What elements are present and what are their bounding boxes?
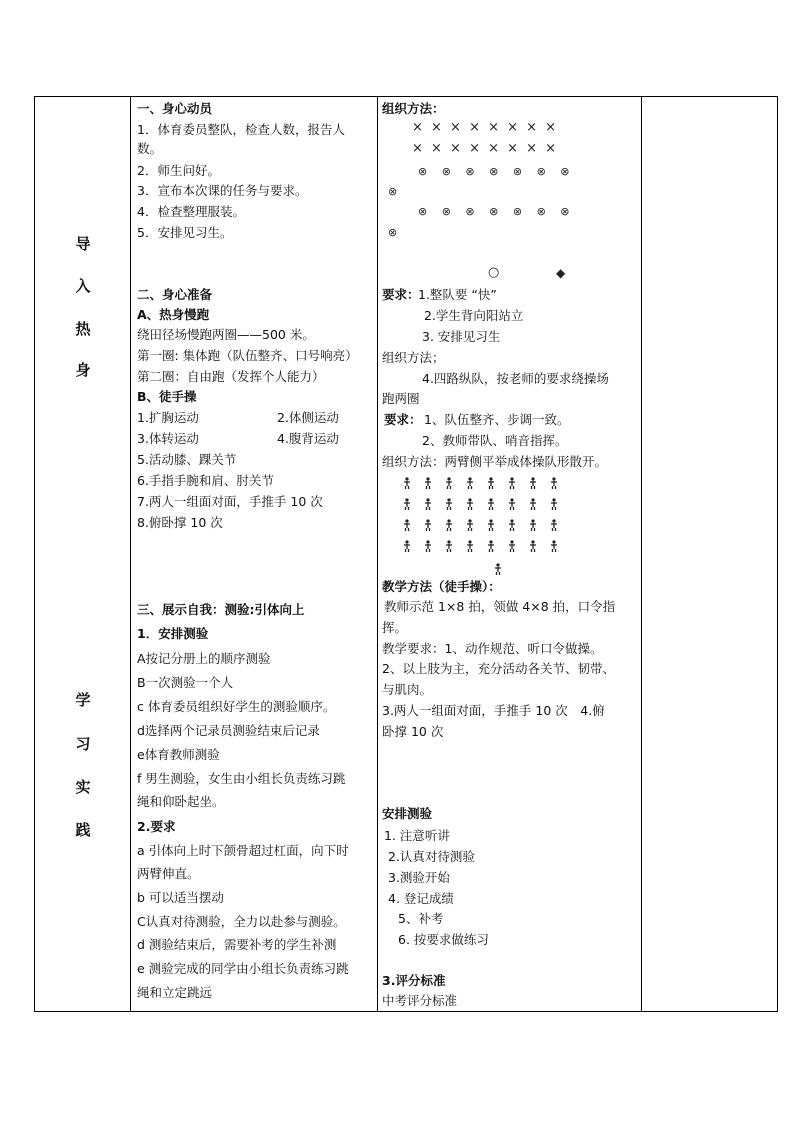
content-line: d 测验结束后，需要补考的学生补测 <box>137 937 337 952</box>
warmup-label-char: 导 <box>75 235 91 253</box>
content-line: A按记分册上的顺序测验 <box>137 651 271 666</box>
requirement-label: 要求： <box>384 412 422 427</box>
student-figure-icon <box>467 477 473 489</box>
practice-label-char: 实 <box>75 778 91 796</box>
content-line: 6.手指手腕和肩、肘关节 <box>137 473 274 488</box>
content-line: 绳和仰卧起坐。 <box>137 794 225 809</box>
notes-column <box>642 97 778 1011</box>
content-line: 2．师生问好。 <box>137 163 220 178</box>
subsection-title: A、热身慢跑 <box>137 307 210 322</box>
lesson-plan-table <box>34 96 778 1012</box>
formation-row-o: ⊗ <box>388 185 398 198</box>
method-title: 组织方法： <box>382 101 445 116</box>
content-line: e 测验完成的同学由小组长负责练习跳 <box>137 961 349 976</box>
method-title: 3.评分标准 <box>382 973 446 988</box>
subsection-title: B、徒手操 <box>137 389 197 404</box>
content-line: c 体育委员组织好学生的测验顺序。 <box>137 699 336 714</box>
student-figure-icon <box>530 477 536 489</box>
method-line: 卧撑 10 次 <box>382 724 444 739</box>
student-figure-icon <box>467 540 473 552</box>
requirement-line: 2、教师带队、哨音指挥。 <box>422 433 568 448</box>
content-line: 4．检查整理服装。 <box>137 204 245 219</box>
requirement-line: 1.整队要 “快” <box>418 287 497 302</box>
section-title: 一、身心动员 <box>137 101 213 116</box>
content-line: C认真对待测验，全力以赴参与测验。 <box>137 914 346 929</box>
student-figure-icon <box>488 498 494 510</box>
content-line: 5．安排见习生。 <box>137 225 233 240</box>
student-figure-icon <box>425 519 431 531</box>
student-figure-icon <box>509 519 515 531</box>
content-line: 1.扩胸运动 <box>137 410 199 425</box>
formation-row-x: × × × × × × × × <box>412 120 559 135</box>
content-line: 绳和立定跳远 <box>137 985 213 1000</box>
method-line: 跑两圈 <box>382 391 420 406</box>
method-title: 安排测验 <box>382 806 433 821</box>
requirement-line: 3. 安排见习生 <box>422 329 501 344</box>
practice-label-char: 践 <box>75 821 91 839</box>
content-line: 3.体转运动 <box>137 431 199 446</box>
content-line: 第二圈：自由跑（发挥个人能力） <box>137 369 325 384</box>
student-figure-icon <box>509 498 515 510</box>
student-figure-icon <box>446 519 452 531</box>
student-figure-icon <box>530 498 536 510</box>
student-figure-icon <box>404 498 410 510</box>
student-figure-icon <box>488 477 494 489</box>
warmup-label-char: 身 <box>75 361 91 379</box>
arrangement-line: 5、补考 <box>398 911 444 926</box>
teacher-diamond-icon: ◆ <box>556 266 566 280</box>
method-line: 与肌肉。 <box>382 682 433 697</box>
content-line: 绕田径场慢跑两圈——500 米。 <box>137 327 315 342</box>
content-line: d选择两个记录员测验结束后记录 <box>137 723 320 738</box>
requirement-line: 2.学生背向阳站立 <box>424 308 524 323</box>
practice-label-char: 学 <box>75 691 91 709</box>
method-title: 教学方法（徒手操）： <box>382 579 501 594</box>
student-figure-icon <box>425 540 431 552</box>
content-column <box>131 97 377 1011</box>
gymnastics-formation-diagram <box>398 475 568 575</box>
content-line: e体育教师测验 <box>137 747 220 762</box>
student-figure-icon <box>551 477 557 489</box>
student-figure-icon <box>495 563 501 575</box>
formation-row-x: × × × × × × × × <box>412 141 559 156</box>
student-figure-icon <box>446 498 452 510</box>
student-figure-icon <box>530 540 536 552</box>
student-figure-icon <box>551 540 557 552</box>
method-line: 教学要求：1、动作规范、听口令做操。 <box>382 641 603 656</box>
student-figure-icon <box>446 540 452 552</box>
section-title: 三、展示自我：测验:引体向上 <box>137 602 305 617</box>
content-line: f 男生测验，女生由小组长负责练习跳 <box>137 771 346 786</box>
student-figure-icon <box>488 519 494 531</box>
method-line: 中考评分标准 <box>382 993 458 1008</box>
student-figure-icon <box>446 477 452 489</box>
subsection-title: 2.要求 <box>137 819 176 834</box>
practice-label-char: 习 <box>75 735 91 753</box>
warmup-label-char: 入 <box>75 277 91 295</box>
arrangement-line: 2.认真对待测验 <box>388 849 475 864</box>
student-figure-icon <box>404 519 410 531</box>
content-line: 第一圈: 集体跑（队伍整齐、口号响亮） <box>137 348 358 363</box>
method-column <box>378 97 641 1011</box>
method-line: 2、以上肢为主，充分活动各关节、韧带、 <box>382 661 615 676</box>
student-figure-icon <box>425 498 431 510</box>
student-figure-icon <box>425 477 431 489</box>
content-line: 2.体侧运动 <box>277 410 339 425</box>
student-figure-icon <box>509 477 515 489</box>
student-figure-icon <box>551 519 557 531</box>
method-line: 4.四路纵队，按老师的要求绕操场 <box>422 371 609 386</box>
content-line: 1．体育委员整队，检查人数，报告人 <box>137 122 345 137</box>
arrangement-line: 3.测验开始 <box>388 870 450 885</box>
subsection-title: 1．安排测验 <box>137 626 209 641</box>
student-figure-icon <box>530 519 536 531</box>
section-title: 二、身心准备 <box>137 287 213 302</box>
content-line: 数。 <box>137 141 163 156</box>
content-line: 3．宣布本次课的任务与要求。 <box>137 183 308 198</box>
arrangement-line: 4. 登记成绩 <box>388 891 454 906</box>
formation-row-o: ⊗ ⊗ ⊗ ⊗ ⊗ ⊗ ⊗ <box>418 165 570 178</box>
content-line: B一次测验一个人 <box>137 675 234 690</box>
student-figure-icon <box>488 540 494 552</box>
arrangement-line: 1. 注意听讲 <box>384 828 450 843</box>
student-figure-icon <box>509 540 515 552</box>
student-figure-icon <box>404 540 410 552</box>
method-title: 组织方法； <box>382 350 445 365</box>
student-figure-icon <box>467 519 473 531</box>
warmup-label-char: 热 <box>75 320 91 338</box>
method-line: 组织方法：两臂侧平举成体操队形散开。 <box>382 454 608 469</box>
content-line: 7.两人一组面对面，手推手 10 次 <box>137 494 323 509</box>
formation-row-o: ⊗ ⊗ ⊗ ⊗ ⊗ ⊗ ⊗ <box>418 205 570 218</box>
content-line: 两臂伸直。 <box>137 866 200 881</box>
method-line: 教师示范 1×8 拍，领做 4×8 拍，口令指 <box>384 599 616 614</box>
content-line: 5.活动膝、踝关节 <box>137 452 237 467</box>
teacher-circle-icon: ○ <box>488 265 500 280</box>
student-figure-icon <box>467 498 473 510</box>
section-label-column <box>35 97 130 1011</box>
student-figure-icon <box>551 498 557 510</box>
requirement-label: 要求： <box>382 287 420 302</box>
method-line: 挥。 <box>382 620 408 635</box>
content-line: 8.俯卧撑 10 次 <box>137 515 223 530</box>
student-figure-icon <box>404 477 410 489</box>
arrangement-line: 6. 按要求做练习 <box>398 932 489 947</box>
content-line: a 引体向上时下颌骨超过杠面，向下时 <box>137 843 349 858</box>
method-line: 3.两人一组面对面，手推手 10 次 4.俯 <box>382 703 605 718</box>
content-line: 4.腹背运动 <box>277 431 339 446</box>
requirement-line: 1、队伍整齐、步调一致。 <box>424 412 570 427</box>
formation-row-o: ⊗ <box>388 226 398 239</box>
content-line: b 可以适当摆动 <box>137 890 224 905</box>
